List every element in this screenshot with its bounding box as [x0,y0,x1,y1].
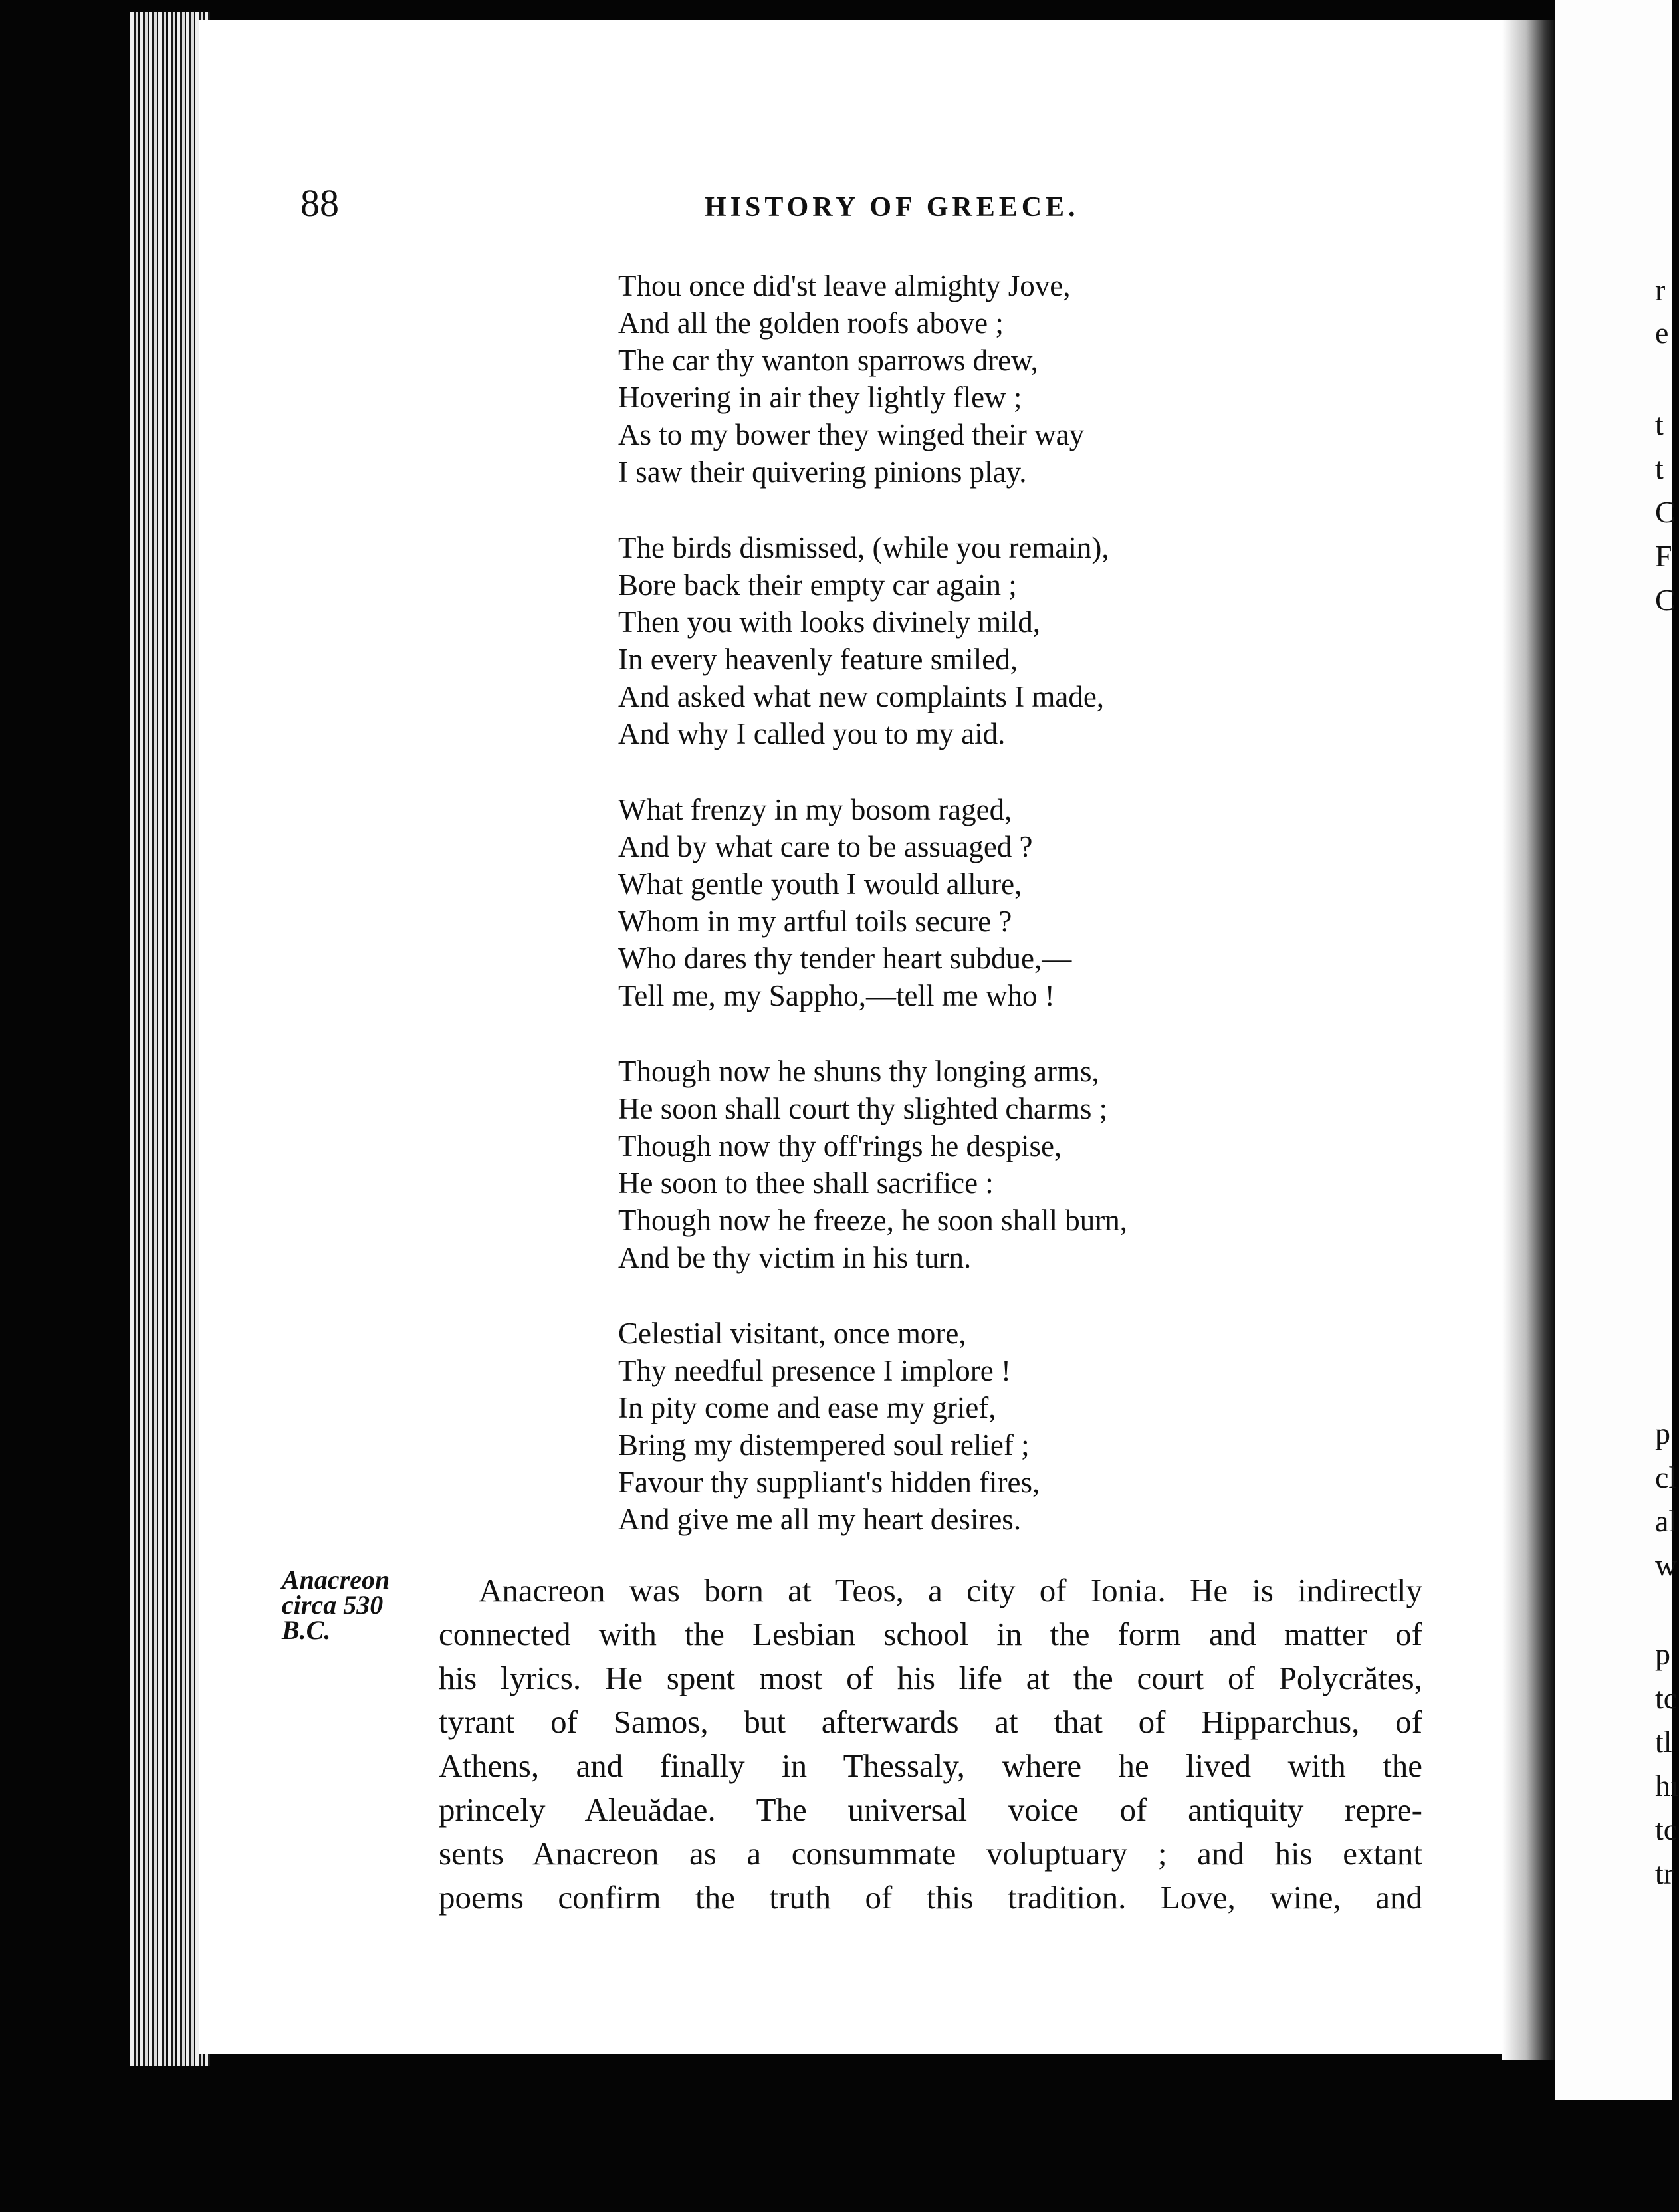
verse-line: And give me all my heart desires. [618,1503,1022,1536]
verse-line: Bring my distempered soul relief ; [618,1428,1030,1462]
verse-line: Though now he freeze, he soon shall burn, [618,1204,1128,1237]
margin-note-name: Anacreon [282,1565,390,1595]
verse-line: In every heavenly feature smiled, [618,643,1018,676]
facing-page-fragment: w [1655,1548,1678,1582]
verse-line: The car thy wanton sparrows drew, [618,344,1038,377]
verse-line: The birds dismissed, (while you remain), [618,531,1109,564]
stanza-1 [618,267,1084,491]
stanza-5 [618,1315,1040,1538]
book-page [199,20,1549,2054]
prose-line: princely Aleuădae. The universal voice of antiquity repre- [439,1791,1422,1828]
stanza-3 [618,791,1071,1014]
prose-line: his lyrics. He spent most of his life at the court of Polycrătes, [439,1660,1422,1696]
prose-line: Athens, and finally in Thessaly, where he lived with the [439,1747,1422,1784]
verse-line: Whom in my artful toils secure ? [618,905,1012,938]
prose-line: tyrant of Samos, but afterwards at that of Hipparchus, of [439,1704,1422,1740]
book-gutter [1502,20,1555,2060]
verse-line: Thy needful presence I implore ! [618,1354,1011,1387]
facing-page-fragment: tr [1655,1856,1674,1890]
prose-line: connected with the Lesbian school in the form and matter of [439,1616,1422,1652]
page-number: 88 [300,181,339,225]
facing-page-fragment: p [1655,1416,1670,1450]
verse-line: In pity come and ease my grief, [618,1391,996,1424]
facing-page-fragment: al [1655,1504,1678,1538]
margin-note-era: B.C. [282,1615,331,1645]
facing-page-fragment: e [1655,316,1669,350]
verse-line: And be thy victim in his turn. [618,1241,972,1274]
stanza-2 [618,529,1109,752]
verse-line: He soon shall court thy slighted charms ; [618,1092,1108,1125]
prose-line: sents Anacreon as a consummate voluptuary ; and his extant [439,1835,1422,1872]
facing-page-fragment: C [1655,495,1676,529]
verse-line: Favour thy suppliant's hidden fires, [618,1466,1040,1499]
facing-page-fragment: C [1655,583,1676,617]
prose-paragraph [439,1569,1422,1920]
margin-note [282,1567,390,1643]
verse-line: Hovering in air they lightly flew ; [618,381,1022,414]
facing-page-fragment: tc [1655,1681,1678,1715]
stanza-4 [618,1053,1127,1276]
facing-page-fragment: p [1655,1637,1670,1671]
verse-line: Then you with looks divinely mild, [618,606,1040,639]
running-head: HISTORY OF GREECE. [705,192,1079,223]
verse-line: Though now he shuns thy longing arms, [618,1055,1099,1088]
facing-page-fragment: tc [1655,1813,1678,1846]
facing-page [1555,0,1679,2100]
verse-line: Though now thy off'rings he despise, [618,1129,1062,1162]
facing-page-fragment: cl [1655,1460,1678,1494]
verse-line: Bore back their empty car again ; [618,568,1017,602]
verse-line: And why I called you to my aid. [618,717,1006,750]
facing-page-fragment: t [1655,451,1664,485]
verse-line: Tell me, my Sappho,—tell me who ! [618,979,1055,1012]
margin-note-date: circa 530 [282,1590,384,1620]
verse-line: He soon to thee shall sacrifice : [618,1166,994,1200]
facing-page-fragment: tl [1655,1725,1672,1759]
verse-line: And asked what new complaints I made, [618,680,1105,713]
verse-line: Thou once did'st leave almighty Jove, [618,269,1071,302]
page-edges [130,12,210,2066]
verse-line: What gentle youth I would allure, [618,867,1022,901]
facing-page-fragment: hı [1655,1769,1679,1803]
prose-line: poems confirm the truth of this tradition. Love, wine, and [439,1879,1422,1916]
verse-line: As to my bower they winged their way [618,418,1085,451]
verse-line: Who dares thy tender heart subdue,— [618,942,1072,975]
verse-line: And by what care to be assuaged ? [618,830,1033,863]
prose-line: Anacreon was born at Teos, a city of Ionia. He is indirectly [479,1572,1422,1608]
verse-line: Celestial visitant, once more, [618,1317,966,1350]
facing-page-fragment: r [1655,273,1666,307]
verse-line: I saw their quivering pinions play. [618,455,1027,489]
facing-page-fragment: t [1655,407,1664,441]
facing-page-fragment: F [1655,539,1672,573]
verse-line: And all the golden roofs above ; [618,306,1004,340]
verse-line: What frenzy in my bosom raged, [618,793,1012,826]
